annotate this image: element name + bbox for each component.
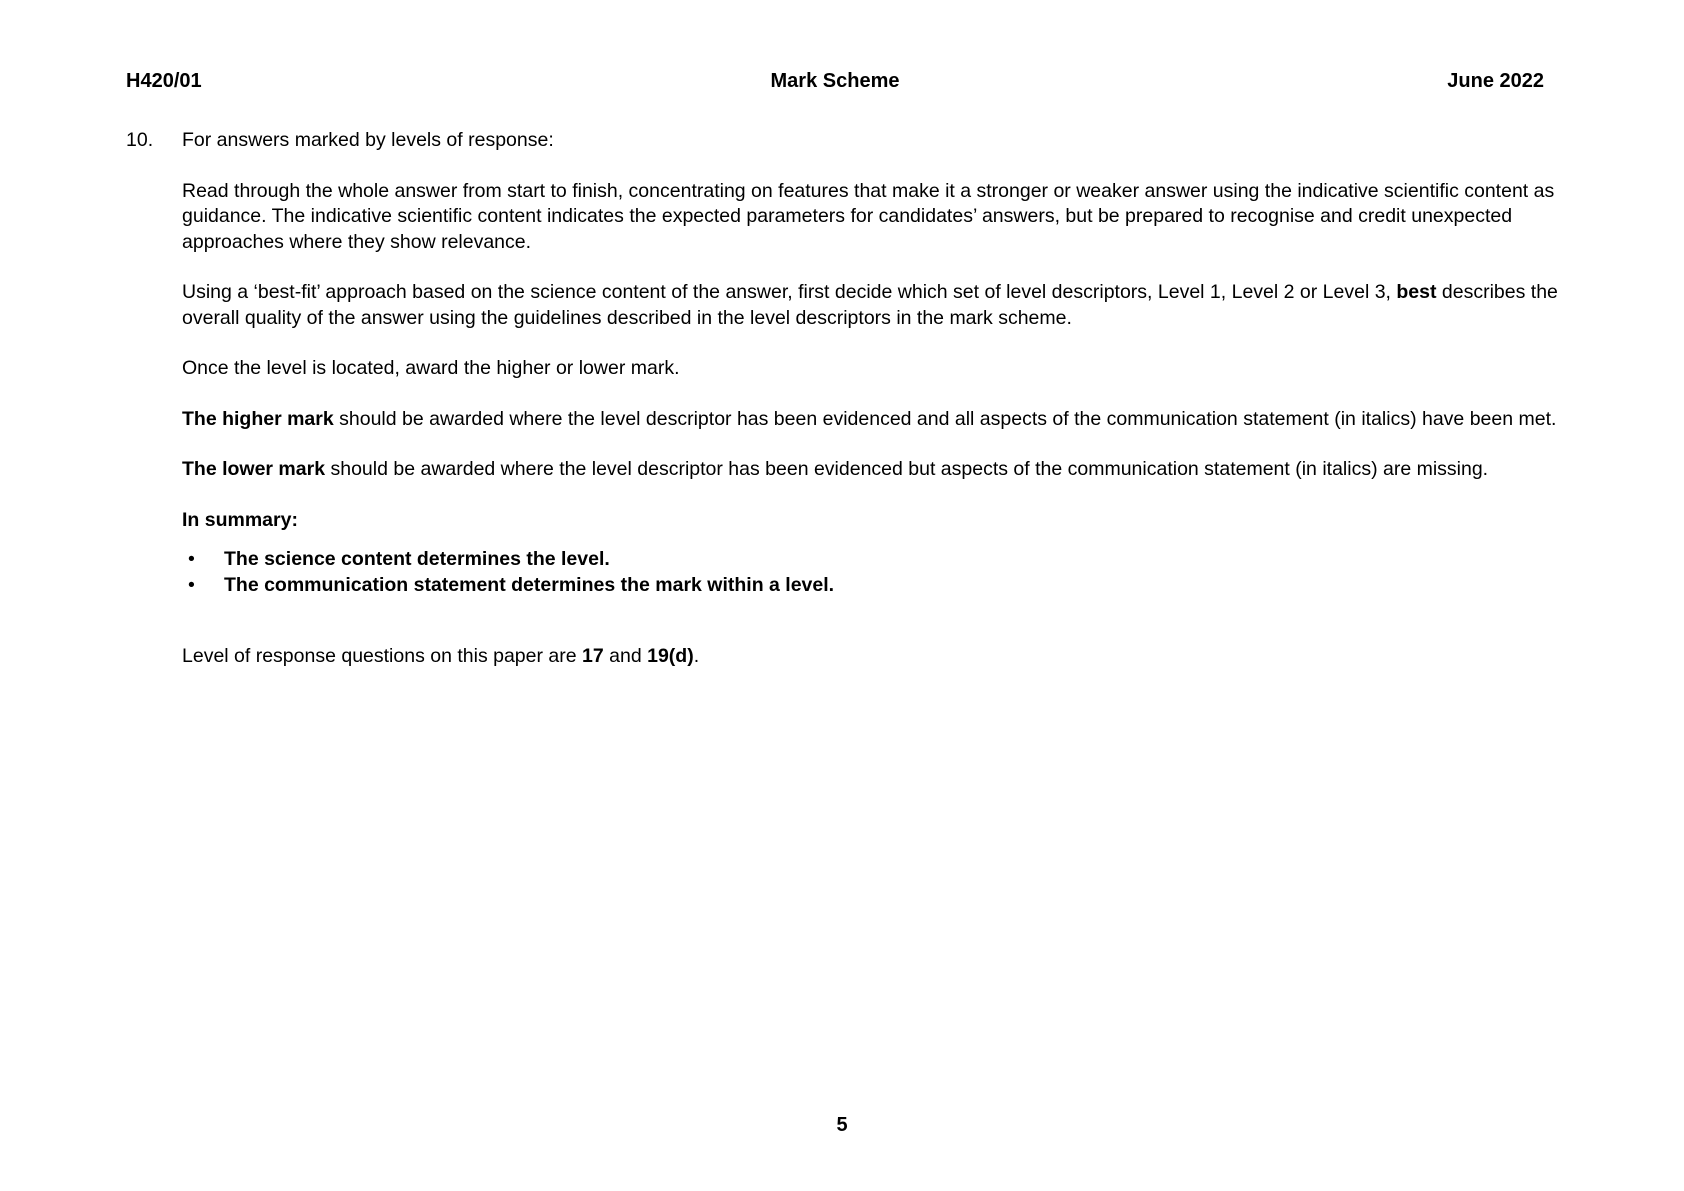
paragraph-higher-mark (182, 407, 1577, 433)
lower-mark-bold: The lower mark (182, 458, 326, 480)
paragraph-best-fit (182, 280, 1577, 331)
summary-item-text: The communication statement determines the mark within a level. (224, 573, 835, 596)
summary-list (182, 547, 1577, 598)
paragraph-lor-questions (182, 644, 1577, 670)
bullet-icon: • (188, 573, 195, 596)
best-fit-text-pre: Using a ‘best-fit’ approach based on the science content of the answer, first decide which set of level descriptors, Level 1, Level 2 or Level 3, (182, 281, 1397, 303)
item-body (182, 128, 1577, 670)
bullet-icon: • (188, 548, 195, 570)
higher-mark-text: should be awarded where the level descriptor has been evidenced and all aspects of the communication statement (in italics) have been met. (333, 407, 1557, 430)
best-fit-bold: best (1396, 281, 1437, 303)
lor-text-post: . (693, 645, 700, 667)
page-header (126, 70, 1544, 98)
document-title: Mark Scheme (770, 70, 900, 92)
paragraph-once-located: Once the level is located, award the higher or lower mark. (182, 357, 680, 379)
question-ref-19d: 19(d) (647, 645, 694, 667)
item-number: 10. (126, 129, 154, 151)
lower-mark-text: should be awarded where the level descriptor has been evidenced but aspects of the communication statement (in italics) are missing. (325, 458, 1489, 480)
summary-item-text: The science content determines the level. (224, 548, 610, 570)
intro-text: For answers marked by levels of response: (182, 129, 554, 151)
summary-heading: In summary: (182, 508, 298, 531)
summary-item (182, 547, 1577, 573)
paragraph-lower-mark (182, 457, 1577, 483)
higher-mark-bold: The higher mark (182, 407, 334, 430)
exam-date: June 2022 (1447, 70, 1544, 92)
best-fit-text-post: describes the overall quality of the answer using the guidelines described in the level descriptors in the mark scheme. (182, 281, 1558, 329)
item-10-section (126, 128, 1576, 695)
lor-text-mid: and (603, 645, 648, 667)
lor-text-pre: Level of response questions on this paper are (182, 645, 583, 667)
paragraph-read-through: Read through the whole answer from start to finish, concentrating on features that make it a stronger or weaker answer using the indicative scientific content as guidance. The indicative scientific content indicates the expected parameters for candidates’ answers, but be prepared to recognise and credit unexpected approaches where they show relevance. (182, 179, 1555, 253)
summary-item (182, 573, 1577, 599)
page-number: 5 (836, 1114, 848, 1136)
paper-code: H420/01 (126, 70, 202, 92)
question-ref-17: 17 (582, 645, 604, 667)
